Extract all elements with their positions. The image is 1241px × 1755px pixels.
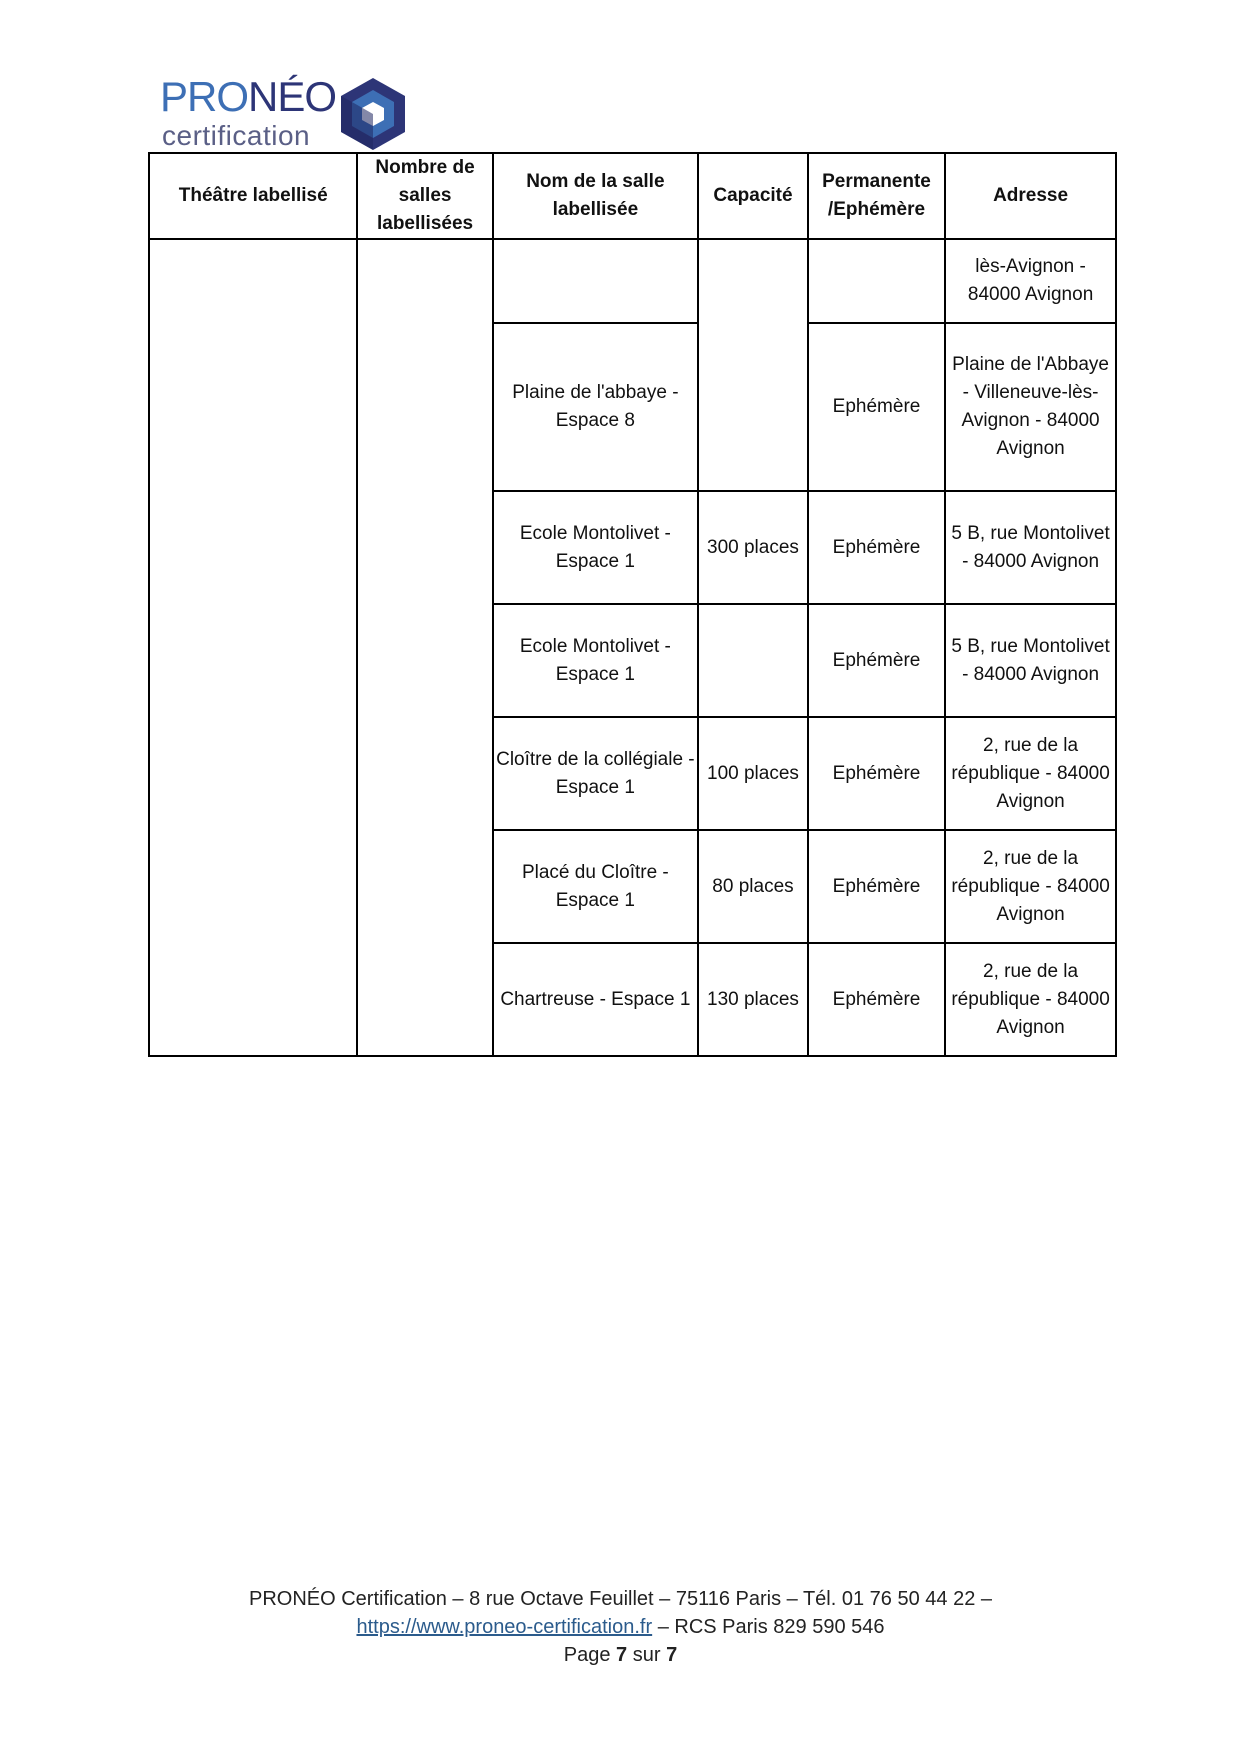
adresse-cell: 5 B, rue Montolivet - 84000 Avignon bbox=[945, 604, 1116, 717]
header-capacite: Capacité bbox=[698, 153, 808, 239]
salle-cell bbox=[493, 239, 698, 323]
table-row bbox=[149, 239, 1116, 323]
theatre-cell bbox=[149, 239, 357, 1056]
nombre-salles-cell bbox=[357, 239, 492, 1056]
page-total: 7 bbox=[666, 1644, 678, 1666]
adresse-cell: 5 B, rue Montolivet - 84000 Avignon bbox=[945, 491, 1116, 604]
type-cell: Ephémère bbox=[808, 830, 945, 943]
header-nom-salle: Nom de la salle labellisée bbox=[493, 153, 698, 239]
type-cell: Ephémère bbox=[808, 323, 945, 491]
capacite-cell bbox=[698, 239, 808, 491]
adresse-cell: 2, rue de la république - 84000 Avignon bbox=[945, 830, 1116, 943]
type-cell bbox=[808, 239, 945, 323]
header-theatre: Théâtre labellisé bbox=[149, 153, 357, 239]
capacite-cell: 80 places bbox=[698, 830, 808, 943]
hexagon-logo-icon bbox=[338, 76, 408, 152]
logo-wordmark: PRONÉO bbox=[160, 73, 337, 120]
header-nombre-salles: Nombre de salles labellisées bbox=[357, 153, 492, 239]
adresse-cell: 2, rue de la république - 84000 Avignon bbox=[945, 943, 1116, 1056]
type-cell: Ephémère bbox=[808, 943, 945, 1056]
salle-cell: Placé du Cloître - Espace 1 bbox=[493, 830, 698, 943]
footer-address: PRONÉO Certification – 8 rue Octave Feuillet – 75116 Paris – Tél. 01 76 50 44 22 – bbox=[249, 1588, 992, 1610]
venue-table bbox=[148, 152, 1117, 1057]
adresse-cell: 2, rue de la république - 84000 Avignon bbox=[945, 717, 1116, 830]
table-header-row bbox=[149, 153, 1116, 239]
type-cell: Ephémère bbox=[808, 604, 945, 717]
website-link[interactable]: https://www.proneo-certification.fr bbox=[356, 1616, 653, 1638]
adresse-cell: Plaine de l'Abbaye - Villeneuve-lès-Avignon - 84000 Avignon bbox=[945, 323, 1116, 491]
salle-cell: Cloître de la collégiale - Espace 1 bbox=[493, 717, 698, 830]
salle-cell: Ecole Montolivet - Espace 1 bbox=[493, 604, 698, 717]
company-logo bbox=[160, 73, 410, 156]
footer-rcs: – RCS Paris 829 590 546 bbox=[652, 1616, 885, 1638]
type-cell: Ephémère bbox=[808, 491, 945, 604]
salle-cell: Ecole Montolivet - Espace 1 bbox=[493, 491, 698, 604]
header-adresse: Adresse bbox=[945, 153, 1116, 239]
type-cell: Ephémère bbox=[808, 717, 945, 830]
salle-cell: Chartreuse - Espace 1 bbox=[493, 943, 698, 1056]
capacite-cell: 300 places bbox=[698, 491, 808, 604]
salle-cell: Plaine de l'abbaye - Espace 8 bbox=[493, 323, 698, 491]
adresse-cell: lès-Avignon - 84000 Avignon bbox=[945, 239, 1116, 323]
capacite-cell: 130 places bbox=[698, 943, 808, 1056]
page-number: Page 7 sur 7 bbox=[563, 1644, 678, 1666]
capacite-cell: 100 places bbox=[698, 717, 808, 830]
logo-tagline: certification bbox=[162, 120, 311, 151]
header-type: Permanente /Ephémère bbox=[808, 153, 945, 239]
page-footer bbox=[0, 1585, 1241, 1669]
footer-line-2 bbox=[0, 1613, 1241, 1641]
page-current: 7 bbox=[616, 1644, 628, 1666]
capacite-cell bbox=[698, 604, 808, 717]
